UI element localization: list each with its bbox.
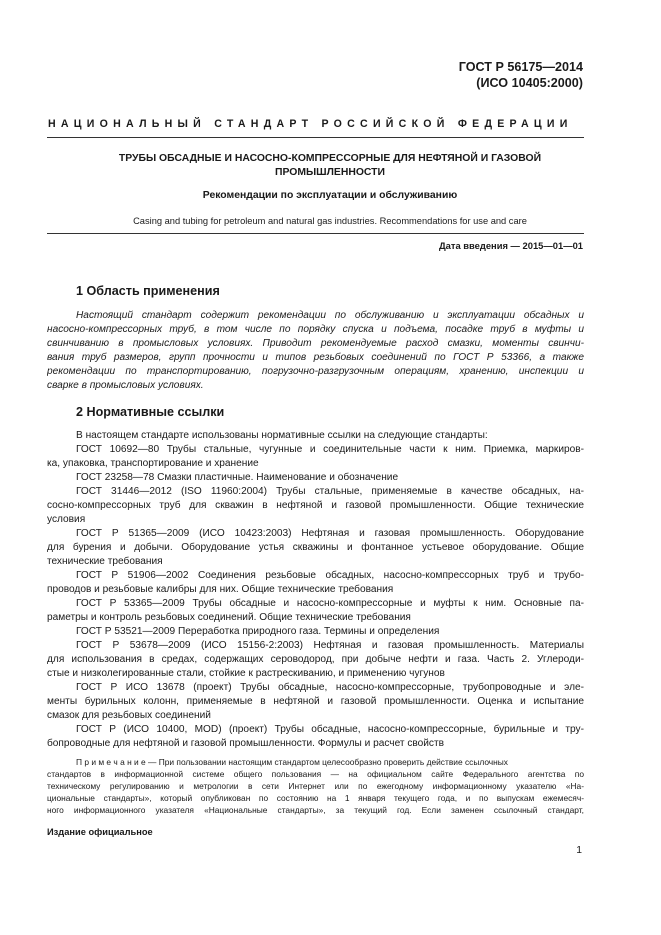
title-line-2: ПРОМЫШЛЕННОСТИ <box>275 167 385 178</box>
iso-number: (ИСО 10405:2000) <box>476 76 583 90</box>
introduction-date: Дата введения — 2015—01—01 <box>438 240 583 251</box>
reference-line: раметры и контроль резьбовых соединений. Общие технические требования <box>47 612 411 623</box>
reference-line: технические требования <box>47 556 163 567</box>
header-divider <box>47 137 584 138</box>
section-1-line: свинчиванию в промысловых условиях. Приводит рекомендуемые расход смазки, моменты свинчи- <box>47 338 584 349</box>
section-1-heading: 1 Область применения <box>76 284 220 298</box>
reference-line: ГОСТ 10692—80 Трубы стальные, чугунные и соединительные части к ним. Приемка, маркиров- <box>76 444 584 455</box>
note-text: — При пользовании настоящим стандартом целесообразно проверить действие ссылочных <box>145 757 508 767</box>
reference-line: ГОСТ Р 53521—2009 Переработка природного газа. Термины и определения <box>76 626 440 637</box>
section-1-line: сварке в промысловых условиях. <box>47 380 204 391</box>
section-1-line: Настоящий стандарт содержит рекомендации по обслуживанию и эксплуатации обсадных и <box>76 310 584 321</box>
reference-line: для бурения и добычи. Оборудование устья скважины и фонтанное устьевое оборудование. Общие <box>47 542 584 553</box>
section-1-line: рекомендации по транспортированию, погрузочно-разгрузочным операциям, хранению, инспекции и <box>47 366 584 377</box>
reference-line: сосно-компрессорных труб для скважин в нефтяной и газовой промышленности. Общие технические <box>47 500 584 511</box>
national-standard-banner: НАЦИОНАЛЬНЫЙ СТАНДАРТ РОССИЙСКОЙ ФЕДЕРАЦИИ <box>48 118 573 130</box>
note-line: стандартов в информационной системе общего пользования — на официальном сайте Федерального агентства по <box>47 769 584 779</box>
note-line: циональные стандарты», который опубликован по состоянию на 1 января текущего года, и по выпускам ежемесяч- <box>47 793 584 803</box>
reference-line: смазок для резьбовых соединений <box>47 710 211 721</box>
reference-line: проводов и резьбовые калибры для них. Общие технические требования <box>47 584 394 595</box>
english-title: Casing and tubing for petroleum and natural gas industries. Recommendations for use and care <box>133 216 527 226</box>
document-subtitle: Рекомендации по эксплуатации и обслуживанию <box>202 190 458 201</box>
reference-line: условия <box>47 514 86 525</box>
reference-line: стые и низколегированные стали, стойкие к растрескиванию, и применению чугунов <box>47 668 445 679</box>
note-first-line <box>76 757 584 769</box>
document-title <box>70 152 590 180</box>
reference-line: ГОСТ Р 53678—2009 (ИСО 15156-2:2003) Нефтяная и газовая промышленность. Материалы <box>76 640 584 651</box>
section-1-line: насосно-компрессорных труб, в том числе по порядку спуска и подъема, посадке труб в муфты и <box>47 324 584 335</box>
reference-line: менты бурильных колонн, применяемые в нефтяной и газовой промышленности. Оценка и испытание <box>47 696 584 707</box>
note-label: П р и м е ч а н и е <box>76 757 146 767</box>
reference-line: для использования в средах, содержащих сероводород, при добыче нефти и газа. Часть 2. Углероди- <box>47 654 584 665</box>
note-line: техническому регулированию и метрологии в сети Интернет или по ежегодному информационному указателю «На- <box>47 781 584 791</box>
reference-line: ГОСТ Р (ИСО 10400, MOD) (проект) Трубы обсадные, насосно-компрессорные, бурильные и тру- <box>76 724 584 735</box>
standard-number-block <box>459 59 583 91</box>
title-divider <box>47 233 584 234</box>
page-number: 1 <box>576 845 582 856</box>
reference-line: ГОСТ Р 51906—2002 Соединения резьбовые обсадных, насосно-компрессорных труб и трубо- <box>76 570 584 581</box>
reference-line: ГОСТ 31446—2012 (ISO 11960:2004) Трубы стальные, применяемые в качестве обсадных, на- <box>76 486 584 497</box>
title-line-1: ТРУБЫ ОБСАДНЫЕ И НАСОСНО-КОМПРЕССОРНЫЕ ДЛЯ НЕФТЯНОЙ И ГАЗОВОЙ <box>118 153 542 164</box>
reference-line: В настоящем стандарте использованы нормативные ссылки на следующие стандарты: <box>76 430 488 441</box>
reference-line: ГОСТ Р 53365—2009 Трубы обсадные и насосно-компрессорные и муфты к ним. Основные па- <box>76 598 584 609</box>
standard-number: ГОСТ Р 56175—2014 <box>458 60 583 74</box>
reference-line: бопроводные для нефтяной и газовой промышленности. Формулы и расчет свойств <box>47 738 445 749</box>
section-1-line: вания труб размеров, групп прочности и типов резьбовых соединений по ГОСТ Р 53366, а также <box>47 352 584 363</box>
reference-line: ка, упаковка, транспортирование и хранение <box>47 458 259 469</box>
reference-line: ГОСТ Р ИСО 13678 (проект) Трубы обсадные, насосно-компрессорные, трубопроводные и эле- <box>76 682 584 693</box>
section-2-heading: 2 Нормативные ссылки <box>76 405 225 419</box>
reference-line: ГОСТ Р 51365—2009 (ИСО 10423:2003) Нефтяная и газовая промышленность. Оборудование <box>76 528 584 539</box>
note-line: ного информационного указателя «Национальные стандарты», за текущий год. Если заменен ссылочный стандарт, <box>47 805 584 815</box>
reference-line: ГОСТ 23258—78 Смазки пластичные. Наименование и обозначение <box>76 472 399 483</box>
official-edition-label: Издание официальное <box>47 827 153 837</box>
